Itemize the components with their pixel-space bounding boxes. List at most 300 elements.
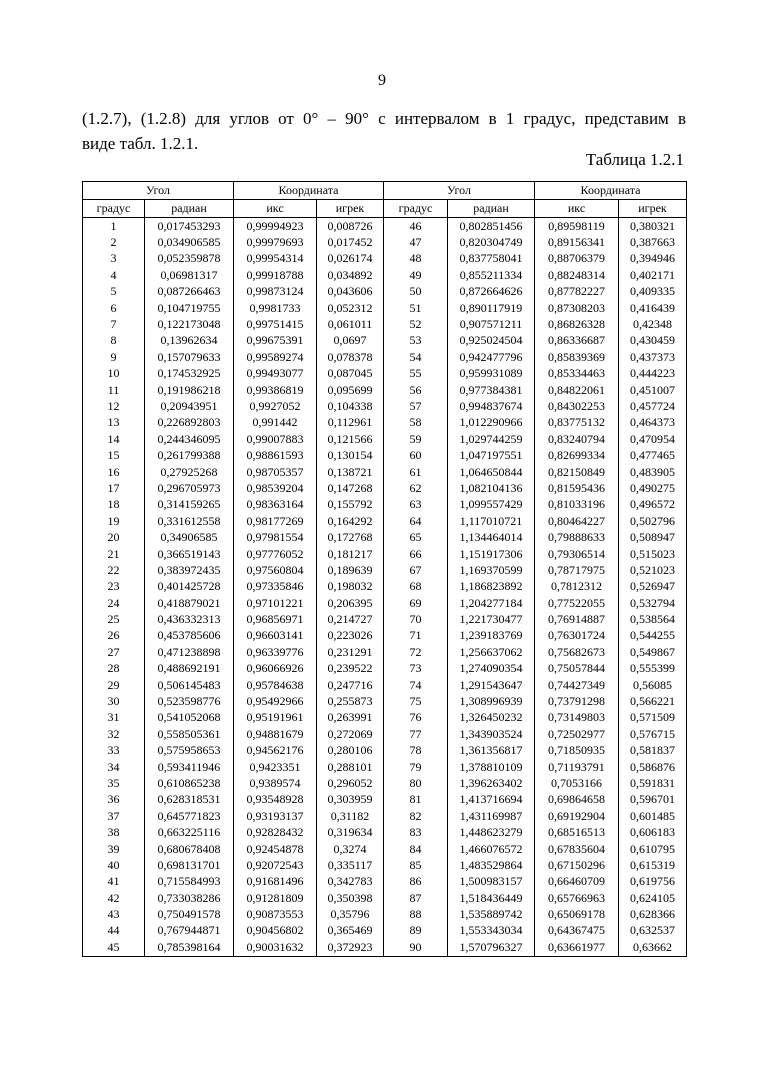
cell-radian: 0,436332313 xyxy=(145,611,234,627)
cell-x: 0,97101221 xyxy=(234,595,317,611)
table-row xyxy=(83,874,687,890)
cell-degree: 9 xyxy=(83,349,145,365)
cell-x: 0,82699334 xyxy=(535,447,619,463)
cell-degree: 54 xyxy=(384,349,448,365)
cell-radian: 1,239183769 xyxy=(448,628,535,644)
cell-degree: 1 xyxy=(83,218,145,235)
table-row xyxy=(83,611,687,627)
cell-radian: 1,466076572 xyxy=(448,841,535,857)
cell-y: 0,272069 xyxy=(317,726,384,742)
intro-paragraph xyxy=(82,106,686,156)
cell-y: 0,095699 xyxy=(317,382,384,398)
cell-x: 0,99751415 xyxy=(234,316,317,332)
cell-y: 0,231291 xyxy=(317,644,384,660)
cell-degree: 12 xyxy=(83,398,145,414)
cell-y: 0,628366 xyxy=(619,906,687,922)
cell-radian: 1,570796327 xyxy=(448,939,535,956)
cell-degree: 77 xyxy=(384,726,448,742)
cell-y: 0,380321 xyxy=(619,218,687,235)
cell-x: 0,96603141 xyxy=(234,628,317,644)
cell-y: 0,247716 xyxy=(317,677,384,693)
cell-x: 0,84302253 xyxy=(535,398,619,414)
cell-radian: 0,541052068 xyxy=(145,710,234,726)
cell-x: 0,99994923 xyxy=(234,218,317,235)
cell-y: 0,555399 xyxy=(619,661,687,677)
cell-x: 0,99007883 xyxy=(234,431,317,447)
table-row xyxy=(83,710,687,726)
cell-y: 0,521023 xyxy=(619,562,687,578)
cell-y: 0,615319 xyxy=(619,857,687,873)
cell-x: 0,99918788 xyxy=(234,267,317,283)
cell-degree: 4 xyxy=(83,267,145,283)
cell-degree: 57 xyxy=(384,398,448,414)
cell-y: 0,402171 xyxy=(619,267,687,283)
cell-radian: 1,361356817 xyxy=(448,743,535,759)
cell-y: 0,566221 xyxy=(619,693,687,709)
cell-x: 0,66460709 xyxy=(535,874,619,890)
cell-x: 0,65069178 xyxy=(535,906,619,922)
cell-x: 0,90873553 xyxy=(234,906,317,922)
cell-degree: 13 xyxy=(83,415,145,431)
cell-degree: 60 xyxy=(384,447,448,463)
cell-degree: 72 xyxy=(384,644,448,660)
table-row xyxy=(83,841,687,857)
cell-radian: 1,169370599 xyxy=(448,562,535,578)
cell-radian: 0,296705973 xyxy=(145,480,234,496)
cell-x: 0,73791298 xyxy=(535,693,619,709)
cell-radian: 0,191986218 xyxy=(145,382,234,398)
cell-x: 0,93548928 xyxy=(234,792,317,808)
cell-y: 0,0697 xyxy=(317,333,384,349)
cell-radian: 0,401425728 xyxy=(145,579,234,595)
cell-radian: 1,431169987 xyxy=(448,808,535,824)
cell-y: 0,214727 xyxy=(317,611,384,627)
cell-x: 0,76301724 xyxy=(535,628,619,644)
table-body xyxy=(83,218,687,957)
cell-degree: 83 xyxy=(384,824,448,840)
cell-degree: 66 xyxy=(384,546,448,562)
cell-degree: 28 xyxy=(83,661,145,677)
cell-x: 0,74427349 xyxy=(535,677,619,693)
cell-x: 0,89156341 xyxy=(535,234,619,250)
cell-degree: 61 xyxy=(384,464,448,480)
cell-degree: 47 xyxy=(384,234,448,250)
cell-degree: 90 xyxy=(384,939,448,956)
cell-y: 0,591831 xyxy=(619,775,687,791)
cell-degree: 64 xyxy=(384,513,448,529)
cell-y: 0,619756 xyxy=(619,874,687,890)
cell-degree: 8 xyxy=(83,333,145,349)
cell-degree: 68 xyxy=(384,579,448,595)
cell-radian: 1,186823892 xyxy=(448,579,535,595)
cell-radian: 1,204277184 xyxy=(448,595,535,611)
cell-x: 0,98539204 xyxy=(234,480,317,496)
cell-radian: 1,413716694 xyxy=(448,792,535,808)
cell-degree: 80 xyxy=(384,775,448,791)
cell-y: 0,263991 xyxy=(317,710,384,726)
cell-x: 0,76914887 xyxy=(535,611,619,627)
cell-radian: 0,488692191 xyxy=(145,661,234,677)
cell-y: 0,576715 xyxy=(619,726,687,742)
cell-x: 0,75057844 xyxy=(535,661,619,677)
cell-radian: 1,291543647 xyxy=(448,677,535,693)
cell-radian: 0,680678408 xyxy=(145,841,234,857)
cell-x: 0,85334463 xyxy=(535,366,619,382)
cell-y: 0,477465 xyxy=(619,447,687,463)
cell-degree: 16 xyxy=(83,464,145,480)
cell-radian: 1,553343034 xyxy=(448,923,535,939)
cell-x: 0,99954314 xyxy=(234,251,317,267)
table-row xyxy=(83,284,687,300)
cell-degree: 78 xyxy=(384,743,448,759)
table-row xyxy=(83,513,687,529)
cell-degree: 50 xyxy=(384,284,448,300)
cell-radian: 0,575958653 xyxy=(145,743,234,759)
trig-table xyxy=(82,181,687,957)
cell-y: 0,430459 xyxy=(619,333,687,349)
table-row xyxy=(83,775,687,791)
page-number: 9 xyxy=(378,72,386,89)
table-row xyxy=(83,743,687,759)
cell-x: 0,92828432 xyxy=(234,824,317,840)
cell-radian: 1,448623279 xyxy=(448,824,535,840)
cell-y: 0,387663 xyxy=(619,234,687,250)
cell-x: 0,75682673 xyxy=(535,644,619,660)
cell-y: 0,544255 xyxy=(619,628,687,644)
table-row xyxy=(83,497,687,513)
cell-radian: 1,274090354 xyxy=(448,661,535,677)
cell-radian: 0,052359878 xyxy=(145,251,234,267)
cell-radian: 0,418879021 xyxy=(145,595,234,611)
cell-radian: 0,663225116 xyxy=(145,824,234,840)
cell-radian: 0,628318531 xyxy=(145,792,234,808)
cell-radian: 1,396263402 xyxy=(448,775,535,791)
cell-y: 0,164292 xyxy=(317,513,384,529)
table-row xyxy=(83,234,687,250)
group-header-coordinate-left: Координата xyxy=(234,182,384,200)
cell-x: 0,67835604 xyxy=(535,841,619,857)
cell-radian: 0,715584993 xyxy=(145,874,234,890)
table-row xyxy=(83,644,687,660)
cell-degree: 6 xyxy=(83,300,145,316)
sub-header-x: икс xyxy=(535,200,619,218)
cell-x: 0,98177269 xyxy=(234,513,317,529)
cell-degree: 82 xyxy=(384,808,448,824)
cell-x: 0,78717975 xyxy=(535,562,619,578)
cell-y: 0,526947 xyxy=(619,579,687,595)
cell-radian: 0,820304749 xyxy=(448,234,535,250)
table-row xyxy=(83,808,687,824)
cell-degree: 11 xyxy=(83,382,145,398)
cell-y: 0,610795 xyxy=(619,841,687,857)
cell-radian: 1,326450232 xyxy=(448,710,535,726)
table-row xyxy=(83,218,687,235)
cell-radian: 1,518436449 xyxy=(448,890,535,906)
table-row xyxy=(83,529,687,545)
cell-x: 0,68516513 xyxy=(535,824,619,840)
group-header-angle-right: Угол xyxy=(384,182,535,200)
table-row xyxy=(83,579,687,595)
cell-x: 0,98705357 xyxy=(234,464,317,480)
cell-radian: 0,907571211 xyxy=(448,316,535,332)
cell-degree: 36 xyxy=(83,792,145,808)
cell-y: 0,502796 xyxy=(619,513,687,529)
cell-x: 0,9389574 xyxy=(234,775,317,791)
cell-y: 0,571509 xyxy=(619,710,687,726)
cell-radian: 0,104719755 xyxy=(145,300,234,316)
cell-radian: 0,226892803 xyxy=(145,415,234,431)
table-row xyxy=(83,267,687,283)
cell-radian: 0,558505361 xyxy=(145,726,234,742)
cell-degree: 86 xyxy=(384,874,448,890)
table-row xyxy=(83,890,687,906)
cell-degree: 15 xyxy=(83,447,145,463)
cell-x: 0,9423351 xyxy=(234,759,317,775)
cell-y: 0,172768 xyxy=(317,529,384,545)
cell-degree: 5 xyxy=(83,284,145,300)
cell-degree: 88 xyxy=(384,906,448,922)
cell-radian: 0,261799388 xyxy=(145,447,234,463)
cell-y: 0,42348 xyxy=(619,316,687,332)
cell-x: 0,86826328 xyxy=(535,316,619,332)
cell-y: 0,206395 xyxy=(317,595,384,611)
cell-radian: 1,535889742 xyxy=(448,906,535,922)
cell-x: 0,92454878 xyxy=(234,841,317,857)
cell-degree: 49 xyxy=(384,267,448,283)
cell-degree: 48 xyxy=(384,251,448,267)
cell-degree: 42 xyxy=(83,890,145,906)
table-row xyxy=(83,726,687,742)
cell-radian: 0,174532925 xyxy=(145,366,234,382)
cell-y: 0,56085 xyxy=(619,677,687,693)
cell-radian: 0,383972435 xyxy=(145,562,234,578)
cell-degree: 18 xyxy=(83,497,145,513)
table-row xyxy=(83,677,687,693)
table-row xyxy=(83,595,687,611)
cell-radian: 0,13962634 xyxy=(145,333,234,349)
cell-x: 0,98861593 xyxy=(234,447,317,463)
table-row xyxy=(83,939,687,956)
cell-radian: 1,308996939 xyxy=(448,693,535,709)
cell-y: 0,457724 xyxy=(619,398,687,414)
cell-y: 0,549867 xyxy=(619,644,687,660)
cell-y: 0,581837 xyxy=(619,743,687,759)
cell-radian: 1,343903524 xyxy=(448,726,535,742)
cell-y: 0,372923 xyxy=(317,939,384,956)
cell-radian: 0,942477796 xyxy=(448,349,535,365)
table-row xyxy=(83,447,687,463)
table-row xyxy=(83,857,687,873)
cell-degree: 69 xyxy=(384,595,448,611)
cell-radian: 1,099557429 xyxy=(448,497,535,513)
cell-degree: 24 xyxy=(83,595,145,611)
cell-degree: 10 xyxy=(83,366,145,382)
cell-degree: 31 xyxy=(83,710,145,726)
cell-degree: 51 xyxy=(384,300,448,316)
table-row xyxy=(83,333,687,349)
cell-radian: 1,256637062 xyxy=(448,644,535,660)
cell-degree: 26 xyxy=(83,628,145,644)
cell-y: 0,342783 xyxy=(317,874,384,890)
cell-y: 0,335117 xyxy=(317,857,384,873)
cell-x: 0,81595436 xyxy=(535,480,619,496)
cell-degree: 32 xyxy=(83,726,145,742)
cell-x: 0,96339776 xyxy=(234,644,317,660)
cell-y: 0,606183 xyxy=(619,824,687,840)
cell-x: 0,69864658 xyxy=(535,792,619,808)
intro-line-2: виде табл. 1.2.1. xyxy=(82,134,199,153)
cell-radian: 1,221730477 xyxy=(448,611,535,627)
cell-degree: 20 xyxy=(83,529,145,545)
table-row xyxy=(83,349,687,365)
cell-y: 0,043606 xyxy=(317,284,384,300)
cell-degree: 75 xyxy=(384,693,448,709)
cell-degree: 89 xyxy=(384,923,448,939)
cell-radian: 0,366519143 xyxy=(145,546,234,562)
table-row xyxy=(83,693,687,709)
cell-y: 0,239522 xyxy=(317,661,384,677)
table-row xyxy=(83,546,687,562)
table-row xyxy=(83,251,687,267)
table-sub-header-row xyxy=(83,200,687,218)
cell-x: 0,79306514 xyxy=(535,546,619,562)
cell-x: 0,94881679 xyxy=(234,726,317,742)
cell-radian: 1,151917306 xyxy=(448,546,535,562)
cell-degree: 3 xyxy=(83,251,145,267)
cell-y: 0,451007 xyxy=(619,382,687,398)
cell-x: 0,9927052 xyxy=(234,398,317,414)
cell-y: 0,303959 xyxy=(317,792,384,808)
cell-degree: 56 xyxy=(384,382,448,398)
table-row xyxy=(83,628,687,644)
cell-radian: 0,017453293 xyxy=(145,218,234,235)
cell-degree: 29 xyxy=(83,677,145,693)
cell-x: 0,97981554 xyxy=(234,529,317,545)
table-caption: Таблица 1.2.1 xyxy=(585,150,684,169)
cell-degree: 35 xyxy=(83,775,145,791)
cell-y: 0,394946 xyxy=(619,251,687,267)
cell-radian: 0,314159265 xyxy=(145,497,234,513)
cell-y: 0,532794 xyxy=(619,595,687,611)
cell-degree: 30 xyxy=(83,693,145,709)
cell-x: 0,65766963 xyxy=(535,890,619,906)
cell-radian: 0,034906585 xyxy=(145,234,234,250)
table-row xyxy=(83,792,687,808)
cell-degree: 19 xyxy=(83,513,145,529)
cell-degree: 44 xyxy=(83,923,145,939)
cell-y: 0,596701 xyxy=(619,792,687,808)
sub-header-degree: градус xyxy=(384,200,448,218)
cell-radian: 0,34906585 xyxy=(145,529,234,545)
cell-radian: 0,244346095 xyxy=(145,431,234,447)
cell-radian: 0,855211334 xyxy=(448,267,535,283)
cell-y: 0,319634 xyxy=(317,824,384,840)
table-row xyxy=(83,415,687,431)
cell-y: 0,508947 xyxy=(619,529,687,545)
cell-y: 0,490275 xyxy=(619,480,687,496)
cell-degree: 33 xyxy=(83,743,145,759)
cell-y: 0,288101 xyxy=(317,759,384,775)
cell-degree: 85 xyxy=(384,857,448,873)
table-row xyxy=(83,661,687,677)
cell-radian: 0,157079633 xyxy=(145,349,234,365)
cell-y: 0,586876 xyxy=(619,759,687,775)
cell-radian: 0,750491578 xyxy=(145,906,234,922)
cell-x: 0,72502977 xyxy=(535,726,619,742)
cell-degree: 41 xyxy=(83,874,145,890)
cell-y: 0,483905 xyxy=(619,464,687,480)
cell-degree: 40 xyxy=(83,857,145,873)
table-group-header-row xyxy=(83,182,687,200)
cell-x: 0,991442 xyxy=(234,415,317,431)
cell-x: 0,90456802 xyxy=(234,923,317,939)
cell-y: 0,008726 xyxy=(317,218,384,235)
cell-x: 0,92072543 xyxy=(234,857,317,873)
sub-header-y: игрек xyxy=(317,200,384,218)
cell-degree: 46 xyxy=(384,218,448,235)
cell-y: 0,350398 xyxy=(317,890,384,906)
cell-degree: 62 xyxy=(384,480,448,496)
cell-degree: 39 xyxy=(83,841,145,857)
cell-x: 0,9981733 xyxy=(234,300,317,316)
table-row xyxy=(83,366,687,382)
sub-header-degree: градус xyxy=(83,200,145,218)
table-row xyxy=(83,923,687,939)
cell-degree: 58 xyxy=(384,415,448,431)
table-row xyxy=(83,480,687,496)
cell-x: 0,99493077 xyxy=(234,366,317,382)
cell-y: 0,026174 xyxy=(317,251,384,267)
cell-y: 0,155792 xyxy=(317,497,384,513)
intro-line-1: (1.2.7), (1.2.8) для углов от 0° – 90° с интервалом в 1 градус, представим в xyxy=(82,109,686,128)
cell-radian: 0,785398164 xyxy=(145,939,234,956)
cell-radian: 0,994837674 xyxy=(448,398,535,414)
cell-y: 0,365469 xyxy=(317,923,384,939)
cell-x: 0,7053166 xyxy=(535,775,619,791)
cell-x: 0,99386819 xyxy=(234,382,317,398)
cell-degree: 65 xyxy=(384,529,448,545)
cell-y: 0,223026 xyxy=(317,628,384,644)
table-row xyxy=(83,562,687,578)
sub-header-radian: радиан xyxy=(448,200,535,218)
cell-y: 0,538564 xyxy=(619,611,687,627)
table-row xyxy=(83,906,687,922)
cell-degree: 76 xyxy=(384,710,448,726)
sub-header-y: игрек xyxy=(619,200,687,218)
cell-degree: 38 xyxy=(83,824,145,840)
cell-radian: 0,087266463 xyxy=(145,284,234,300)
cell-radian: 1,483529864 xyxy=(448,857,535,873)
cell-radian: 0,872664626 xyxy=(448,284,535,300)
cell-y: 0,444223 xyxy=(619,366,687,382)
cell-y: 0,632537 xyxy=(619,923,687,939)
cell-degree: 84 xyxy=(384,841,448,857)
cell-x: 0,73149803 xyxy=(535,710,619,726)
cell-degree: 25 xyxy=(83,611,145,627)
cell-x: 0,69192904 xyxy=(535,808,619,824)
cell-degree: 23 xyxy=(83,579,145,595)
cell-y: 0,130154 xyxy=(317,447,384,463)
cell-x: 0,85839369 xyxy=(535,349,619,365)
cell-y: 0,3274 xyxy=(317,841,384,857)
cell-radian: 0,331612558 xyxy=(145,513,234,529)
cell-y: 0,181217 xyxy=(317,546,384,562)
cell-y: 0,147268 xyxy=(317,480,384,496)
cell-radian: 0,837758041 xyxy=(448,251,535,267)
cell-degree: 53 xyxy=(384,333,448,349)
table-row xyxy=(83,759,687,775)
cell-degree: 63 xyxy=(384,497,448,513)
